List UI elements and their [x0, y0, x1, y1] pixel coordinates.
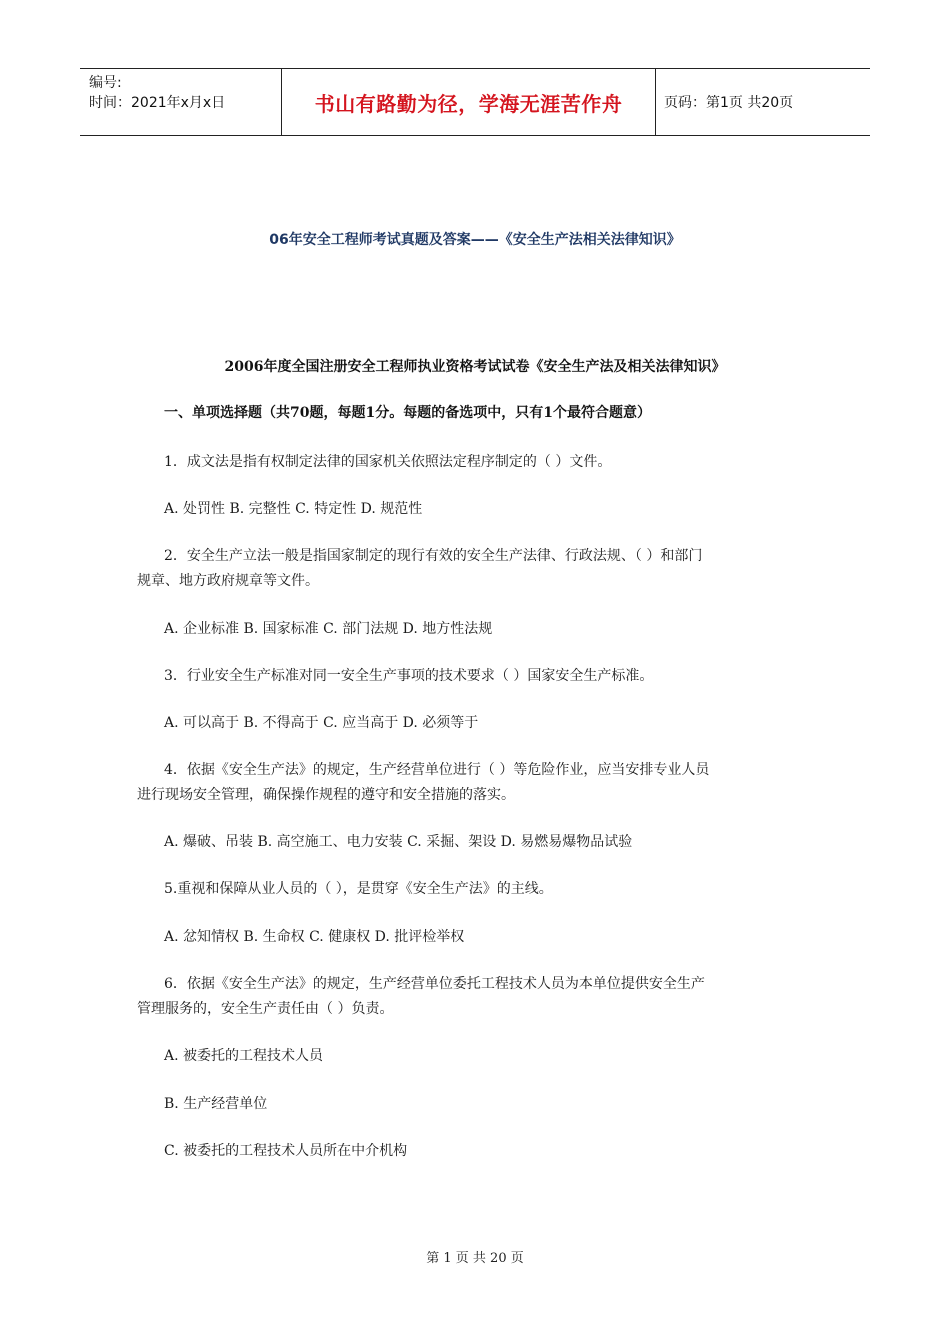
question-6-option-a: A. 被委托的工程技术人员	[164, 1048, 324, 1064]
question-6-line-2: 管理服务的，安全生产责任由（ ）负责。	[137, 1001, 394, 1017]
question-5-options: A. 忿知情权 B. 生命权 C. 健康权 D. 批评检举权	[164, 929, 465, 945]
question-6-option-b: B. 生产经营单位	[164, 1096, 268, 1112]
question-6-line-1: 6．依据《安全生产法》的规定，生产经营单位委托工程技术人员为本单位提供安全生产	[164, 976, 705, 992]
header-meta	[80, 69, 282, 135]
question-2-options: A. 企业标准 B. 国家标准 C. 部门法规 D. 地方性法规	[164, 621, 493, 637]
header-page-info: 页码：第1页 共20页	[664, 95, 794, 111]
question-3: 3．行业安全生产标准对同一安全生产事项的技术要求（ ）国家安全生产标准。	[164, 668, 654, 684]
question-3-options: A. 可以高于 B. 不得高于 C. 应当高于 D. 必须等于	[164, 715, 479, 731]
question-1: 1．成文法是指有权制定法律的国家机关依照法定程序制定的（ ）文件。	[164, 454, 612, 470]
question-5: 5.重视和保障从业人员的（ ），是贯穿《安全生产法》的主线。	[164, 881, 553, 897]
question-4-options: A. 爆破、吊装 B. 高空施工、电力安装 C. 采掘、架设 D. 易燃易爆物品试验	[164, 834, 633, 850]
page-header	[80, 68, 870, 136]
number-label: 编号:	[89, 75, 122, 91]
section-heading: 一、单项选择题（共70题，每题1分。每题的备选项中，只有1个最符合题意）	[164, 405, 651, 421]
question-4-line-2: 进行现场安全管理，确保操作规程的遵守和安全措施的落实。	[137, 787, 515, 803]
header-motto: 书山有路勤为径，学海无涯苦作舟	[282, 69, 656, 135]
time-label: 时间：2021年x月x日	[89, 95, 226, 111]
question-1-options: A. 处罚性 B. 完整性 C. 特定性 D. 规范性	[164, 501, 423, 517]
question-4-line-1: 4．依据《安全生产法》的规定，生产经营单位进行（ ）等危险作业，应当安排专业人员	[164, 762, 710, 778]
document-title: 06年安全工程师考试真题及答案——《安全生产法相关法律知识》	[269, 232, 681, 248]
exam-title: 2006年度全国注册安全工程师执业资格考试试卷《安全生产法及相关法律知识》	[224, 359, 726, 375]
question-2-line-1: 2．安全生产立法一般是指国家制定的现行有效的安全生产法律、行政法规、（ ）和部门	[164, 548, 703, 564]
page-footer: 第 1 页 共 20 页	[426, 1251, 524, 1266]
question-6-option-c: C. 被委托的工程技术人员所在中介机构	[164, 1143, 408, 1159]
question-2-line-2: 规章、地方政府规章等文件。	[137, 573, 319, 589]
